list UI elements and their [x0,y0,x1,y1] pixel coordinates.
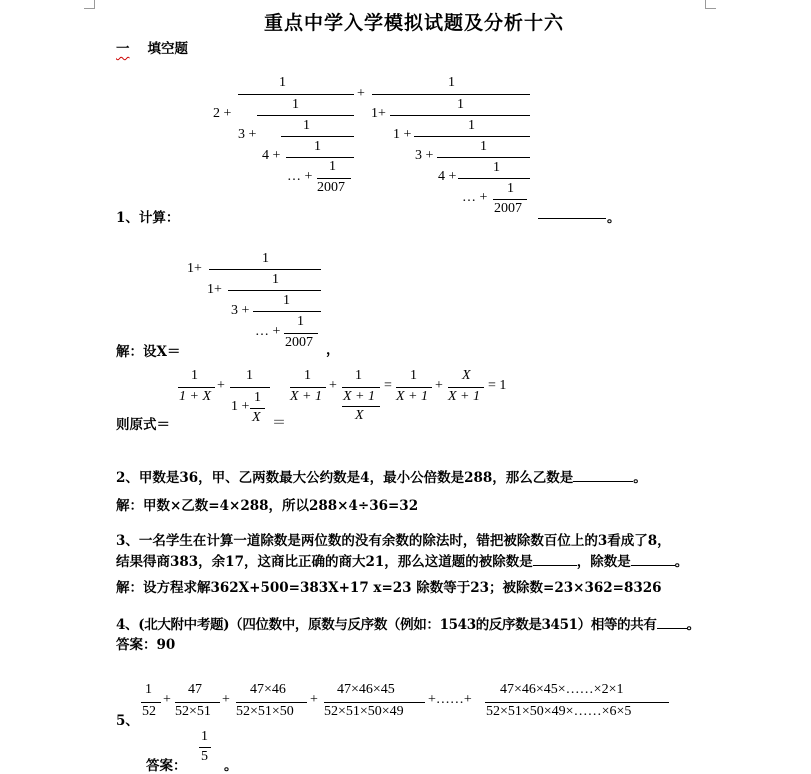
fraction-numerator: 1 [279,75,286,90]
fraction-numerator: 1 [201,729,208,744]
plus-sign: + [163,692,171,707]
fraction-term: 4 + [438,169,457,184]
question-4-answer: 答案：90 [116,637,176,653]
fraction-bar [390,115,530,116]
fraction-term: 3 + [238,127,257,142]
question-3-text: 结果得商383，余17，这商比正确的商大21，那么这道题的被除数是 [116,554,533,570]
question-2-text: 2、甲数是36，甲、乙两数最大公约数是4，最小公倍数是288，那么乙数是 [116,470,574,486]
answer-blank [631,565,675,566]
equals-one: = 1 [488,378,507,393]
fraction-numerator: 1 [272,272,279,287]
question-3-line2 [116,550,688,570]
fraction-term: 2 + [213,106,232,121]
period: 。 [224,758,238,774]
fraction-numerator: 1 [304,368,311,383]
fraction-denominator: 2007 [494,201,522,216]
answer-blank [538,218,606,219]
page-title: 重点中学入学模拟试题及分析十六 [264,12,565,34]
plus-sign: + [217,378,225,393]
fraction-numerator: 1 [262,251,269,266]
fraction-term: 1+ [187,261,202,276]
fraction-bar [286,157,354,158]
fraction-bar [448,387,484,388]
fraction-term: 1+ [207,282,222,297]
fraction-numerator: 1 [329,159,336,174]
fraction-numerator: 1 [457,97,464,112]
fraction-term: X + 1 [343,389,375,404]
fraction-numerator: 1 [283,293,290,308]
question-2-solution: 解：甲数×乙数=4×288，所以288×4÷36=32 [116,498,419,514]
fraction-term: 1 + [393,127,412,142]
fraction-bar [209,269,321,270]
fraction-numerator: 1 [314,139,321,154]
fraction-bar [324,702,425,703]
fraction-numerator: 1 [448,75,455,90]
question-1-label: 1、计算： [116,210,180,226]
question-4-text: 4、(北大附中考题)（四位数中，原数与反序数（例如：1543的反序数是3451）相等的共有 [116,617,657,633]
page-corner-mark [705,0,716,9]
fraction-denominator: 52 [142,704,156,719]
fraction-numerator: X [462,368,471,383]
fraction-bar [290,387,326,388]
fraction-numerator: 1 [410,368,417,383]
fraction-denominator: X + 1 [290,389,322,404]
page-corner-mark [84,0,95,9]
plus-sign: + [329,378,337,393]
fraction-denominator: 2007 [285,335,313,350]
question-4 [116,613,700,633]
fraction-bar [396,387,432,388]
plus-sign: + [310,692,318,707]
fraction-denominator: 52×51×50×49 [324,704,404,719]
fraction-term: … + [255,324,281,339]
answer-blank [533,565,577,566]
section-heading: 一 填空题 [116,41,188,57]
fraction-bar [230,387,270,388]
fraction-denominator: 5 [201,749,208,764]
equals-sign: = [384,378,392,393]
fraction-denominator: X [355,408,364,423]
fraction-bar [458,178,530,179]
equals-sign: ＝ [272,416,286,431]
fraction-bar [281,136,354,137]
fraction-numerator: 47 [188,682,202,697]
fraction-bar [141,702,161,703]
question-5-answer-label: 答案： [146,758,187,774]
fraction-denominator: 52×51×50 [236,704,294,719]
fraction-term: 3 + [231,303,250,318]
period: 。 [633,470,647,486]
fraction-term: 3 + [415,148,434,163]
fraction-numerator: 1 [246,368,253,383]
ellipsis-plus: +……+ [428,692,472,707]
fraction-bar [253,311,321,312]
comma: ， [326,342,340,358]
solution-set-x: 解：设X＝ [116,344,181,360]
answer-blank [573,481,633,482]
question-3-solution: 解：设方程求解362X+500=383X+17 x=23 除数等于23；被除数=23×362=8326 [116,580,662,596]
fraction-numerator: 1 [292,97,299,112]
fraction-numerator: 1 [297,314,304,329]
fraction-bar [238,94,354,95]
fraction-bar [175,702,220,703]
answer-blank [657,628,687,629]
fraction-term: … + [287,169,313,184]
fraction-denominator: X + 1 [396,389,428,404]
plus-sign: + [435,378,443,393]
question-2 [116,466,647,486]
plus-sign: + [357,86,365,101]
fraction-bar [342,406,380,407]
fraction-denominator: 1 + X [179,389,211,404]
fraction-bar [178,387,215,388]
fraction-term: … + [462,190,488,205]
fraction-term: 1+ [371,106,386,121]
fraction-bar [485,702,669,703]
question-3-text: ，除数是 [576,554,631,570]
fraction-bar [317,178,351,179]
fraction-numerator: 1 [468,118,475,133]
period: 。 [686,617,700,633]
fraction-numerator: 47×46×45×……×2×1 [500,682,624,697]
result-label: 则原式＝ [116,417,170,433]
fraction-numerator: 1 [254,390,261,405]
fraction-bar [257,115,354,116]
fraction-denominator: X + 1 [448,389,480,404]
fraction-denominator: 52×51 [175,704,211,719]
fraction-numerator: 1 [355,368,362,383]
fraction-numerator: 1 [493,160,500,175]
fraction-numerator: 1 [145,682,152,697]
fraction-numerator: 1 [507,181,514,196]
plus-sign: + [222,692,230,707]
period: 。 [674,554,689,570]
fraction-denominator: X [252,410,261,425]
fraction-numerator: 1 [303,118,310,133]
fraction-bar [199,747,211,748]
fraction-bar [284,333,318,334]
fraction-bar [236,702,307,703]
question-5-label: 5、 [116,713,139,729]
fraction-bar [250,408,265,409]
fraction-bar [342,387,380,388]
fraction-bar [228,290,321,291]
fraction-denominator: 52×51×50×49×……×6×5 [486,704,632,719]
question-3-line1: 3、一名学生在计算一道除数是两位数的没有余数的除法时，错把被除数百位上的3看成了8， [116,533,671,549]
fraction-bar [437,157,530,158]
fraction-numerator: 1 [191,368,198,383]
fraction-numerator: 47×46 [250,682,286,697]
fraction-term: 4 + [262,148,281,163]
fraction-bar [493,199,527,200]
period: 。 [607,210,621,226]
fraction-numerator: 47×46×45 [337,682,395,697]
fraction-bar [372,94,530,95]
fraction-term: 1 + [231,399,250,414]
fraction-bar [414,136,530,137]
fraction-denominator: 2007 [317,180,345,195]
fraction-numerator: 1 [480,139,487,154]
